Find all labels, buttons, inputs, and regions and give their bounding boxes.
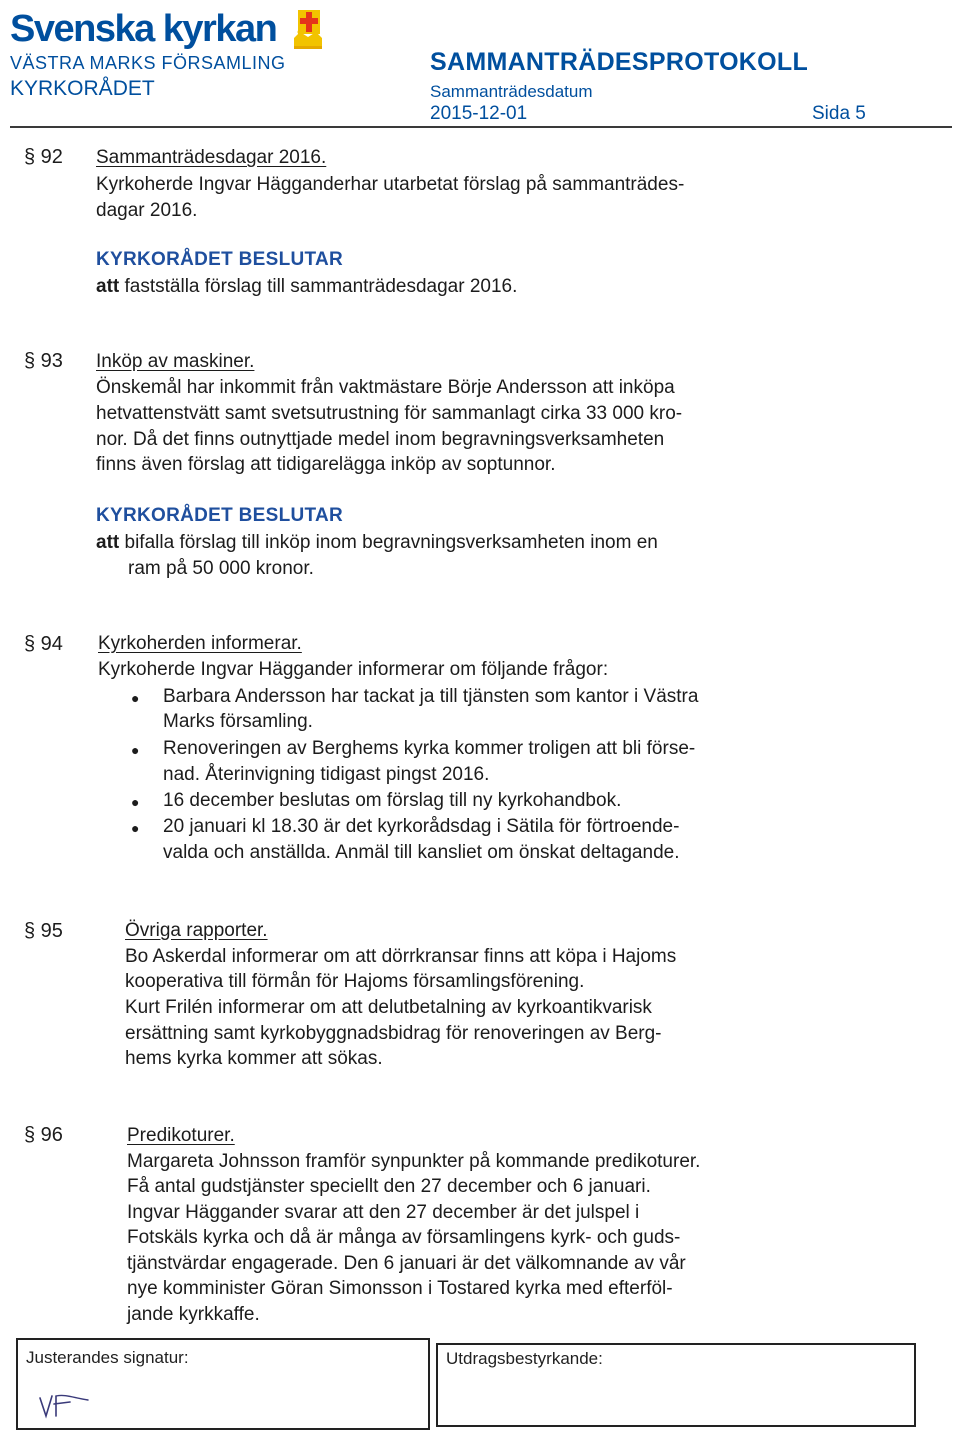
section-number-96: § 96: [24, 1124, 63, 1146]
bullet-dot-icon: ●: [131, 742, 140, 758]
section-text-96-line-5: tjänstvärdar engagerade. Den 6 januari är det välkomnande av vår: [127, 1253, 686, 1274]
section-text-96-line-2: Få antal gudstjänster speciellt den 27 december och 6 januari.: [127, 1176, 651, 1197]
meeting-date-label: Sammanträdesdatum: [430, 82, 593, 101]
att-keyword: att: [96, 276, 120, 297]
bullet-dot-icon: ●: [131, 690, 140, 706]
decision-label-93: KYRKORÅDET BESLUTAR: [96, 505, 344, 526]
section-heading-94: Kyrkoherden informerar.: [98, 633, 302, 654]
list-item-94-1-line-2: Marks församling.: [163, 711, 313, 732]
decision-label-92: KYRKORÅDET BESLUTAR: [96, 249, 344, 270]
section-intro-94: Kyrkoherde Ingvar Häggander informerar om följande frågor:: [98, 659, 609, 680]
page-number: Sida 5: [812, 103, 866, 124]
list-item-94-1-line-1: Barbara Andersson har tackat ja till tjänsten som kantor i Västra: [163, 686, 699, 707]
section-text-95-line-3: Kurt Frilén informerar om att delutbetalning av kyrkoantikvarisk: [125, 997, 652, 1018]
section-heading-95: Övriga rapporter.: [125, 920, 268, 941]
att-keyword: att: [96, 532, 120, 553]
section-text-93-line-1: Önskemål har inkommit från vaktmästare Börje Andersson att inköpa: [96, 377, 675, 398]
board-name: KYRKORÅDET: [10, 77, 155, 100]
section-heading-93: Inköp av maskiner.: [96, 351, 255, 372]
document-title: SAMMANTRÄDESPROTOKOLL: [430, 48, 809, 76]
section-text-95-line-5: hems kyrka kommer att sökas.: [125, 1048, 383, 1069]
signature-box: [16, 1338, 430, 1430]
header-divider: [10, 126, 952, 128]
section-text-92-line-1: Kyrkoherde Ingvar Hägganderhar utarbetat förslag på sammanträdes-: [96, 174, 685, 195]
section-text-96-line-1: Margareta Johnsson framför synpunkter på kommande predikoturer.: [127, 1151, 701, 1172]
bullet-dot-icon: ●: [131, 820, 140, 836]
section-number-92: § 92: [24, 146, 63, 168]
section-heading-92: Sammanträdesdagar 2016.: [96, 147, 327, 168]
parish-name: VÄSTRA MARKS FÖRSAMLING: [10, 53, 286, 73]
section-number-94: § 94: [24, 633, 63, 655]
list-item-94-2-line-1: Renoveringen av Berghems kyrka kommer troligen att bli förse-: [163, 738, 696, 759]
section-number-95: § 95: [24, 920, 63, 942]
resolution-text-93: bifalla förslag till inköp inom begravningsverksamheten inom en: [124, 532, 658, 553]
section-text-95-line-4: ersättning samt kyrkobyggnadsbidrag för renoveringen av Berg-: [125, 1023, 662, 1044]
resolution-93-line-2: ram på 50 000 kronor.: [128, 558, 314, 579]
extract-certification-label: Utdragsbestyrkande:: [446, 1349, 603, 1368]
section-text-93-line-3: nor. Då det finns outnyttjade medel inom begravningsverksamheten: [96, 429, 665, 450]
section-text-95-line-2: kooperativa till förmån för Hajoms församlingsförening.: [125, 971, 585, 992]
section-number-93: § 93: [24, 350, 63, 372]
handwritten-signature: [36, 1390, 96, 1420]
section-text-93-line-2: hetvattenstvätt samt svetsutrustning för sammanlagt cirka 33 000 kro-: [96, 403, 683, 424]
crown-cross-icon: [288, 8, 328, 52]
section-text-96-line-4: Fotskäls kyrka och då är många av församlingens kyrk- och guds-: [127, 1227, 681, 1248]
list-item-94-2-line-2: nad. Återinvigning tidigast pingst 2016.: [163, 764, 490, 785]
section-text-92-line-2: dagar 2016.: [96, 200, 198, 221]
section-text-96-line-3: Ingvar Häggander svarar att den 27 december är det julspel i: [127, 1202, 640, 1223]
resolution-92: [96, 274, 517, 300]
section-heading-96: Predikoturer.: [127, 1125, 235, 1146]
list-item-94-4-line-1: 20 januari kl 18.30 är det kyrkorådsdag i Sätila för förtroende-: [163, 816, 680, 837]
signature-label: Justerandes signatur:: [26, 1348, 189, 1367]
brand-name: Svenska kyrkan: [10, 8, 277, 50]
section-text-95-line-1: Bo Askerdal informerar om att dörrkransar finns att köpa i Hajoms: [125, 946, 677, 967]
list-item-94-3: 16 december beslutas om förslag till ny kyrkohandbok.: [163, 790, 622, 811]
section-text-93-line-4: finns även förslag att tidigarelägga inköp av soptunnor.: [96, 454, 556, 475]
list-item-94-4-line-2: valda och anställda. Anmäl till kansliet om önskat deltagande.: [163, 842, 680, 863]
extract-certification-box: [436, 1343, 916, 1427]
resolution-text-92: fastställa förslag till sammanträdesdagar 2016.: [124, 276, 518, 297]
section-text-96-line-7: jande kyrkkaffe.: [127, 1304, 260, 1325]
bullet-dot-icon: ●: [131, 794, 140, 810]
resolution-93-line-1: [96, 530, 658, 556]
section-text-96-line-6: nye komminister Göran Simonsson i Tostared kyrka med efterföl-: [127, 1278, 673, 1299]
meeting-date: 2015-12-01: [430, 103, 528, 124]
